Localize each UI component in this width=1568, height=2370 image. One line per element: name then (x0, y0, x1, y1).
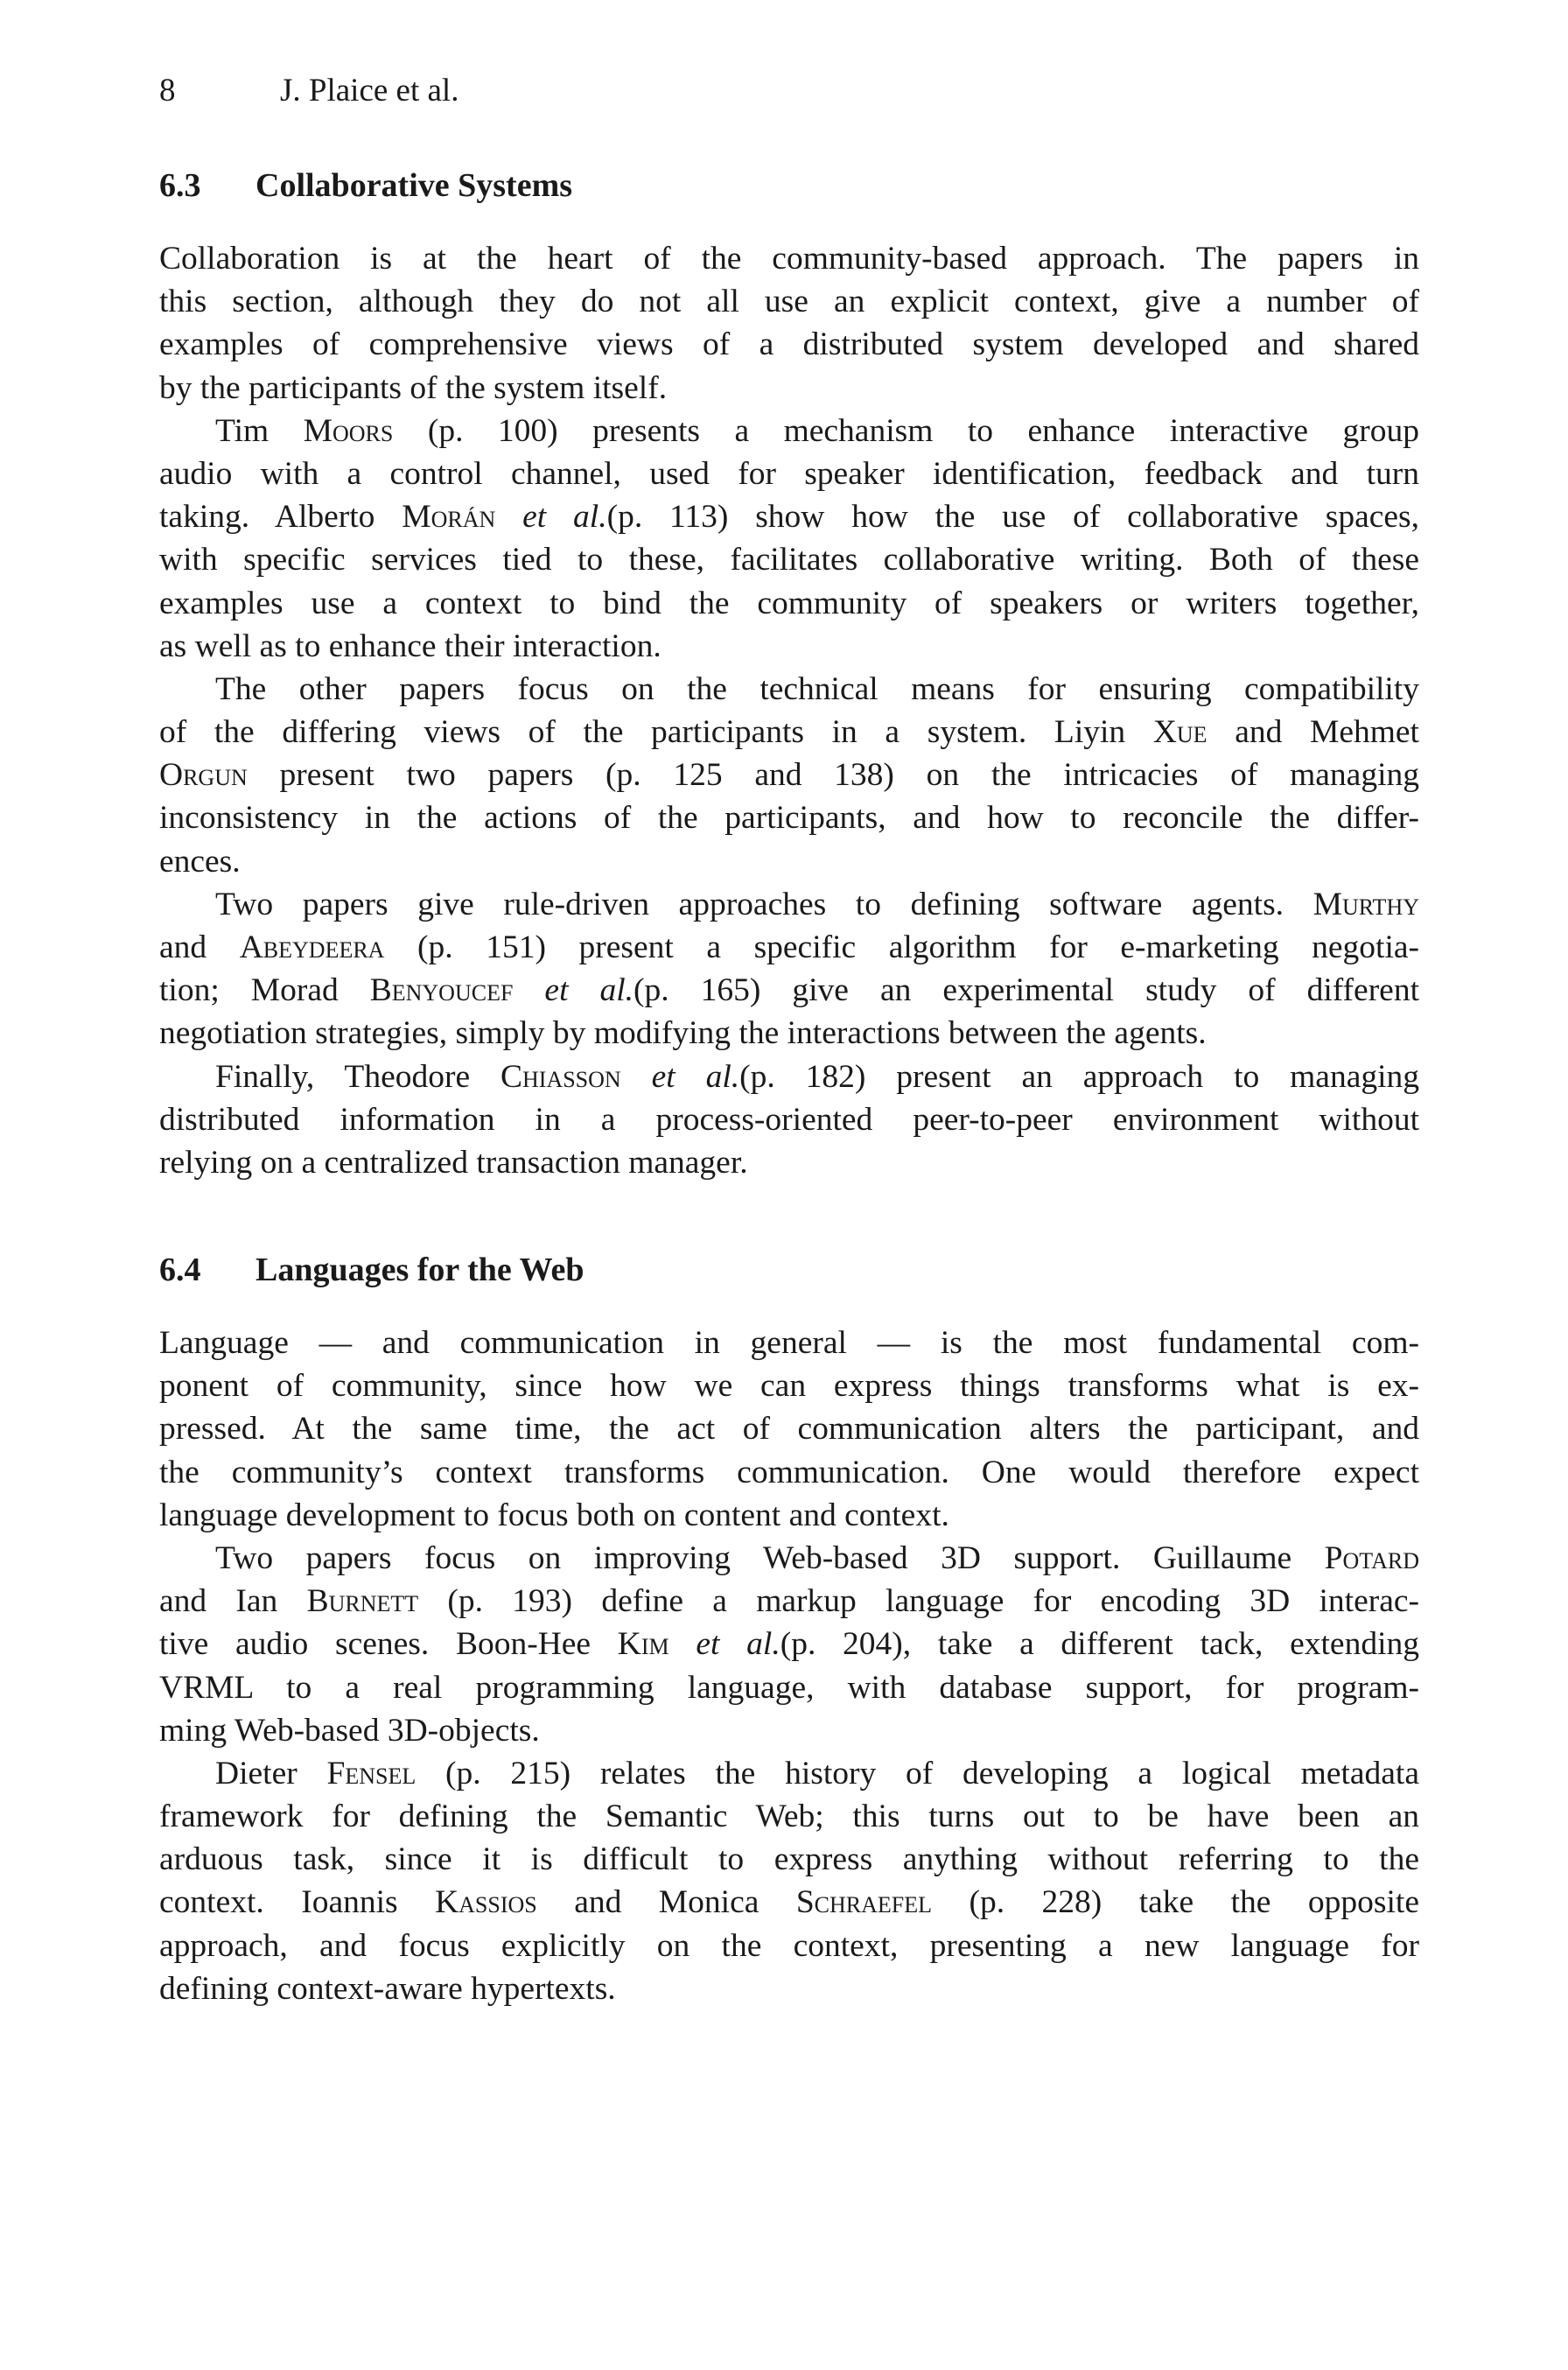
text-run: as well as to enhance their interaction. (159, 628, 662, 664)
text-run: approach, and focus explicitly on the context, presenting a new language for (159, 1927, 1419, 1964)
line-content (159, 1451, 1419, 1494)
text-run: with specific services tied to these, facilitates collaborative writing. Both of these (159, 542, 1419, 578)
paragraph (159, 668, 1419, 883)
text-line (159, 883, 1419, 926)
text-run: and Ian (159, 1583, 307, 1620)
line-content (159, 1012, 1419, 1055)
line-content (159, 668, 1419, 711)
text-line (159, 1795, 1419, 1838)
text-line (159, 237, 1419, 280)
text-run: (p. 151) present a specific algorithm for e-marketing negotia- (384, 929, 1419, 965)
line-content (159, 1838, 1419, 1881)
section-title: Collaborative Systems (256, 167, 573, 204)
text-run: and Monica (536, 1884, 796, 1921)
author-name: Schraefel (795, 1884, 933, 1921)
text-run: and Mehmet (1207, 714, 1419, 751)
et-al: et al. (696, 1626, 780, 1663)
text-line (159, 495, 1419, 538)
text-run (621, 1059, 652, 1095)
text-run: (p. 228) take the opposite (932, 1884, 1419, 1921)
text-run: language development to focus both on content and context. (159, 1497, 949, 1533)
line-content (159, 969, 1419, 1012)
author-name: Kassios (435, 1884, 537, 1921)
text-line (159, 1322, 1419, 1364)
line-content (159, 1967, 1419, 2010)
line-content (159, 1364, 1419, 1407)
paragraph (159, 1537, 1419, 1752)
line-content (159, 625, 1419, 668)
text-line (159, 410, 1419, 452)
text-run: Two papers focus on improving Web-based 3D support. Guillaume (215, 1539, 1325, 1576)
author-name: Orgun (159, 757, 248, 794)
text-line (159, 1537, 1419, 1580)
text-line (159, 840, 1419, 883)
et-al: et al. (544, 972, 634, 1009)
author-name: Chiasson (500, 1058, 621, 1095)
text-line (159, 1494, 1419, 1537)
text-line (159, 1752, 1419, 1795)
text-line (159, 1925, 1419, 1967)
text-line (159, 969, 1419, 1012)
paragraph (159, 1322, 1419, 1537)
text-line (159, 538, 1419, 581)
text-run: (p. 193) define a markup language for encoding 3D interac- (418, 1583, 1419, 1620)
author-name: Kim (617, 1626, 669, 1663)
section-title: Languages for the Web (256, 1252, 584, 1288)
text-line (159, 1881, 1419, 1924)
author-name: Burnett (306, 1583, 419, 1620)
text-run: Tim (215, 412, 304, 449)
text-line (159, 367, 1419, 410)
line-content (159, 1407, 1419, 1450)
line-content (159, 1925, 1419, 1967)
author-name: Abeydeera (239, 929, 385, 965)
line-content (159, 1494, 1419, 1537)
line-content (159, 1580, 1419, 1623)
section-body (159, 1322, 1419, 2010)
text-line (159, 582, 1419, 625)
text-line (159, 1451, 1419, 1494)
text-run: Two papers give rule-driven approaches to defining software agents. (215, 886, 1313, 922)
line-content (159, 1055, 1419, 1098)
paragraph (159, 237, 1419, 410)
text-run (669, 1626, 696, 1662)
text-run (495, 499, 522, 535)
section-number: 6.3 (159, 167, 201, 204)
text-run: ences. (159, 843, 241, 880)
text-line (159, 323, 1419, 366)
author-name: Fensel (326, 1755, 416, 1792)
line-content (159, 796, 1419, 839)
section-number: 6.4 (159, 1252, 201, 1288)
text-run: (p. 204), take a different tack, extending (780, 1626, 1419, 1663)
page-number: 8 (159, 73, 176, 109)
line-content (159, 237, 1419, 280)
author-name: Moors (303, 412, 394, 449)
text-run: The other papers focus on the technical means for ensuring compatibility (215, 670, 1419, 707)
line-content (159, 926, 1419, 969)
paragraph (159, 1055, 1419, 1185)
text-run: Language — and communication in general — is the most fundamental com- (159, 1325, 1419, 1361)
line-content (159, 280, 1419, 323)
text-line (159, 1838, 1419, 1881)
running-head-authors: J. Plaice et al. (280, 73, 459, 109)
line-content (159, 582, 1419, 625)
text-line (159, 1364, 1419, 1407)
text-line (159, 625, 1419, 668)
text-run: examples use a context to bind the community of speakers or writers together, (159, 585, 1419, 621)
text-run: tive audio scenes. Boon-Hee (159, 1626, 618, 1663)
text-run: (p. 182) present an approach to managing (739, 1058, 1420, 1095)
text-run: arduous task, since it is difficult to express anything without referring to the (159, 1841, 1419, 1878)
text-run: inconsistency in the actions of the participants, and how to reconcile the differ- (159, 800, 1419, 837)
author-name: Xue (1152, 714, 1208, 751)
text-line (159, 1012, 1419, 1055)
text-run: audio with a control channel, used for speaker identification, feedback and turn (159, 455, 1419, 492)
line-content (159, 367, 1419, 410)
text-line (159, 1580, 1419, 1623)
line-content (159, 410, 1419, 452)
text-run: Collaboration is at the heart of the community-based approach. The papers in (159, 241, 1419, 277)
line-content (159, 323, 1419, 366)
text-line (159, 1141, 1419, 1184)
line-content (159, 840, 1419, 883)
line-content (159, 538, 1419, 581)
author-name: Potard (1324, 1539, 1419, 1576)
line-content (159, 1141, 1419, 1184)
text-run: the community’s context transforms communication. One would therefore expect (159, 1454, 1419, 1490)
author-name: Morán (402, 499, 496, 536)
author-name: Benyoucef (369, 972, 514, 1009)
line-content (159, 711, 1419, 754)
text-run: VRML to a real programming language, with database support, for program- (159, 1669, 1419, 1706)
text-line (159, 1407, 1419, 1450)
section-body (159, 237, 1419, 1184)
line-content (159, 883, 1419, 926)
et-al: et al. (651, 1058, 740, 1095)
paragraph (159, 883, 1419, 1055)
section-collaborative-systems (159, 165, 1420, 1181)
text-run: Dieter (215, 1755, 327, 1792)
section-languages-for-the-web (159, 1249, 1419, 2007)
section-heading (159, 165, 1419, 207)
text-run: (p. 100) presents a mechanism to enhance interactive group (393, 412, 1419, 449)
text-run: present two papers (p. 125 and 138) on the intricacies of managing (247, 757, 1419, 794)
line-content (159, 1709, 1419, 1752)
line-content (159, 1666, 1419, 1709)
text-line (159, 1098, 1419, 1141)
text-run: relying on a centralized transaction manager. (159, 1144, 748, 1181)
text-line (159, 1623, 1419, 1665)
text-line (159, 754, 1419, 796)
text-run: defining context-aware hypertexts. (159, 1970, 616, 2007)
text-line (159, 280, 1419, 323)
text-run: (p. 215) relates the history of developing a logical metadata (416, 1755, 1419, 1792)
text-run: negotiation strategies, simply by modifying the interactions between the agents. (159, 1015, 1207, 1052)
text-line (159, 1967, 1419, 2010)
text-run (513, 972, 544, 1008)
text-run: taking. Alberto (159, 499, 402, 536)
line-content (159, 452, 1419, 495)
line-content (159, 1537, 1419, 1580)
text-run: this section, although they do not all use an explicit context, give a number of (159, 284, 1419, 320)
et-al: et al. (522, 499, 607, 536)
text-run: pressed. At the same time, the act of communication alters the participant, and (159, 1411, 1419, 1448)
text-run: ming Web-based 3D-objects. (159, 1712, 540, 1749)
line-content (159, 1322, 1419, 1364)
text-run: Finally, Theodore (215, 1058, 500, 1095)
text-run: by the participants of the system itself. (159, 369, 668, 406)
text-line (159, 1055, 1419, 1098)
text-run: context. Ioannis (159, 1884, 436, 1921)
line-content (159, 1623, 1419, 1665)
text-run: tion; Morad (159, 972, 370, 1009)
text-line (159, 796, 1419, 839)
text-run: of the differing views of the participants in a system. Liyin (159, 714, 1153, 751)
author-name: Murthy (1312, 886, 1419, 922)
text-line (159, 452, 1419, 495)
line-content (159, 495, 1419, 538)
paragraph (159, 410, 1419, 668)
text-run: examples of comprehensive views of a distributed system developed and shared (159, 326, 1419, 363)
line-content (159, 1795, 1419, 1838)
line-content (159, 754, 1419, 796)
text-run: (p. 165) give an experimental study of different (634, 972, 1419, 1009)
text-run: ponent of community, since how we can express things transforms what is ex- (159, 1368, 1419, 1405)
text-line (159, 926, 1419, 969)
text-line (159, 1709, 1419, 1752)
line-content (159, 1752, 1419, 1795)
paragraph (159, 1752, 1419, 2010)
text-line (159, 1666, 1419, 1709)
text-line (159, 668, 1419, 711)
text-run: and (159, 929, 240, 965)
text-run: distributed information in a process-oriented peer-to-peer environment without (159, 1101, 1419, 1138)
text-run: (p. 113) show how the use of collaborative spaces, (606, 499, 1420, 536)
text-line (159, 711, 1419, 754)
line-content (159, 1098, 1419, 1141)
line-content (159, 1881, 1419, 1924)
section-heading (159, 1249, 1419, 1291)
text-run: framework for defining the Semantic Web; this turns out to be have been an (159, 1799, 1419, 1835)
